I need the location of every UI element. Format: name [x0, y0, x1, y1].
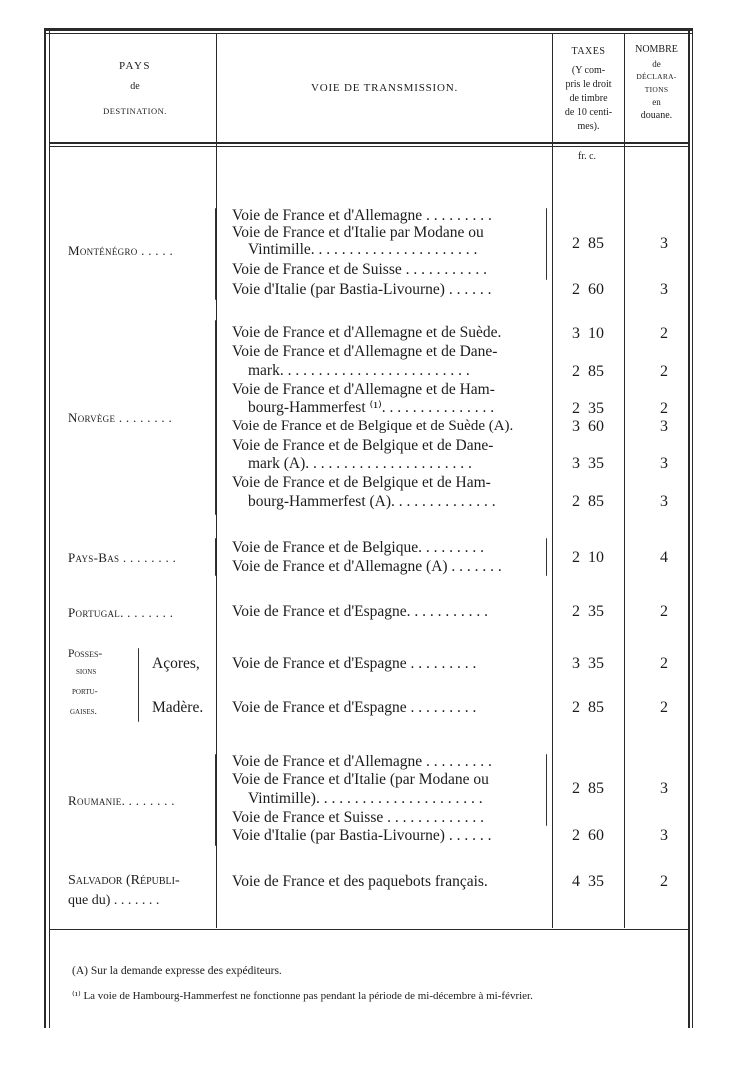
- country-norvege: Norvège . . . . . . . .: [68, 410, 173, 425]
- country-possessions-1: Posses-: [68, 648, 103, 660]
- voie-possessions-2: Voie de France et d'Espagne . . . . . . . . .: [232, 699, 477, 716]
- voie-montenegro-5: Voie d'Italie (par Bastia-Livourne) . . . . . .: [232, 281, 492, 298]
- table-bottom-rule: [50, 929, 688, 930]
- country-salvador-1: Salvador (Républi-: [68, 873, 180, 888]
- voie-portugal-1: Voie de France et d'Espagne. . . . . . . . . . .: [232, 603, 489, 620]
- col-divider-1: [216, 34, 217, 928]
- col-divider-3: [624, 34, 625, 928]
- top-double-rule: [44, 28, 692, 31]
- nombre-norvege-1: 2: [660, 325, 668, 342]
- brace-right-pays-bas: [546, 538, 547, 576]
- col-divider-2: [552, 34, 553, 928]
- voie-norvege-1: Voie de France et d'Allemagne et de Suède.: [232, 324, 502, 341]
- nombre-norvege-2: 2: [660, 363, 668, 380]
- taxe-norvege-5: 3 35: [572, 455, 604, 472]
- voie-norvege-5: bourg-Hammerfest ⁽¹⁾. . . . . . . . . . . . . . .: [248, 399, 495, 416]
- taxe-norvege-6: 2 85: [572, 493, 604, 510]
- footnote-a: (A) Sur la demande expresse des expéditeurs.: [72, 965, 282, 977]
- taxe-portugal-1: 2 35: [572, 603, 604, 620]
- brace-left-montenegro: [215, 208, 216, 300]
- nombre-norvege-3: 2: [660, 400, 668, 417]
- header-taxes-title: TAXES: [571, 46, 606, 57]
- units-label: fr. c.: [578, 151, 597, 162]
- taxe-norvege-4: 3 60: [572, 418, 604, 435]
- header-taxes-line2: (Y com-: [571, 65, 606, 76]
- taxe-possessions-1: 3 35: [572, 655, 604, 672]
- top-rule-thin: [44, 33, 692, 34]
- voie-roumanie-2: Voie de France et d'Italie (par Modane ou: [232, 771, 489, 788]
- header-nombre-en: en: [652, 97, 661, 107]
- header-taxes-line6: mes).: [577, 121, 600, 132]
- nombre-norvege-6: 3: [660, 493, 668, 510]
- voie-roumanie-4: Voie de France et Suisse . . . . . . . . . . . . .: [232, 809, 484, 826]
- taxe-roumanie-1: 2 85: [572, 780, 604, 797]
- voie-norvege-9: Voie de France et de Belgique et de Ham-: [232, 474, 491, 491]
- voie-salvador-1: Voie de France et des paquebots français.: [232, 873, 488, 890]
- header-pays-destination: DESTINATION.: [103, 106, 167, 116]
- footnote-1: ⁽¹⁾ La voie de Hambourg-Hammerfest ne fonctionne pas pendant la période de mi-décembre à mi-février.: [72, 990, 533, 1002]
- header-taxes-line4: de timbre: [569, 93, 608, 104]
- brace-right-montenegro-1: [546, 208, 547, 280]
- nombre-roumanie-2: 3: [660, 827, 668, 844]
- voie-roumanie-5: Voie d'Italie (par Bastia-Livourne) . . . . . .: [232, 827, 492, 844]
- country-possessions-2: sions: [76, 667, 97, 677]
- left-border: [44, 28, 46, 1028]
- header-pays-de: de: [130, 81, 140, 92]
- country-salvador-2: que du) . . . . . . .: [68, 893, 160, 908]
- header-nombre-declarations: DÉCLARA-: [636, 72, 677, 81]
- brace-left-roumanie: [215, 754, 216, 846]
- header-nombre-title: NOMBRE: [635, 44, 678, 55]
- nombre-montenegro-2: 3: [660, 281, 668, 298]
- taxe-norvege-2: 2 85: [572, 363, 604, 380]
- voie-norvege-10: bourg-Hammerfest (A). . . . . . . . . . . . . .: [248, 493, 496, 510]
- nombre-montenegro-1: 3: [660, 235, 668, 252]
- brace-possessions: [138, 648, 139, 722]
- header-taxes-line3: pris le droit: [565, 79, 612, 90]
- header-rule: [50, 142, 688, 144]
- voie-montenegro-4: Voie de France et de Suisse . . . . . . . . . . .: [232, 261, 487, 278]
- taxe-salvador-1: 4 35: [572, 873, 604, 890]
- taxe-montenegro-1: 2 85: [572, 235, 604, 252]
- country-pays-bas: Pays-Bas . . . . . . . .: [68, 550, 177, 565]
- taxe-montenegro-2: 2 60: [572, 281, 604, 298]
- left-border-inner: [49, 28, 50, 1028]
- header-pays: PAYS: [118, 60, 152, 72]
- nombre-portugal-1: 2: [660, 603, 668, 620]
- voie-norvege-3: mark. . . . . . . . . . . . . . . . . . . . . . . . .: [248, 362, 470, 379]
- right-border-outer: [692, 28, 693, 1028]
- header-nombre-douane: douane.: [640, 110, 673, 121]
- voie-montenegro-2: Voie de France et d'Italie par Modane ou: [232, 224, 484, 241]
- voie-norvege-4: Voie de France et d'Allemagne et de Ham-: [232, 381, 495, 398]
- voie-roumanie-1: Voie de France et d'Allemagne . . . . . . . . .: [232, 753, 492, 770]
- header-nombre-tions: TIONS: [644, 85, 669, 94]
- header-nombre-de: de: [652, 59, 661, 69]
- country-possessions-4: gaises.: [70, 707, 97, 717]
- nombre-salvador-1: 2: [660, 873, 668, 890]
- voie-pays-bas-1: Voie de France et de Belgique. . . . . . . . .: [232, 539, 484, 556]
- voie-montenegro-1: Voie de France et d'Allemagne . . . . . . . . .: [232, 207, 492, 224]
- voie-norvege-6: Voie de France et de Belgique et de Suède (A).: [232, 418, 514, 434]
- taxe-roumanie-2: 2 60: [572, 827, 604, 844]
- country-portugal: Portugal. . . . . . . .: [68, 605, 174, 620]
- nombre-pays-bas-1: 4: [660, 549, 668, 566]
- brace-left-pays-bas: [215, 538, 216, 576]
- taxe-norvege-3: 2 35: [572, 400, 604, 417]
- nombre-possessions-2: 2: [660, 699, 668, 716]
- sub-acores: Açores,: [152, 655, 200, 672]
- taxe-norvege-1: 3 10: [572, 325, 604, 342]
- voie-norvege-2: Voie de France et d'Allemagne et de Dane-: [232, 343, 498, 360]
- sub-madere: Madère.: [152, 699, 204, 716]
- header-taxes-line5: de 10 centi-: [564, 107, 613, 118]
- voie-norvege-7: Voie de France et de Belgique et de Dane-: [232, 437, 494, 454]
- nombre-possessions-1: 2: [660, 655, 668, 672]
- voie-roumanie-3: Vintimille). . . . . . . . . . . . . . . . . . . . . .: [248, 790, 483, 807]
- header-rule-thin: [50, 146, 688, 147]
- nombre-norvege-5: 3: [660, 455, 668, 472]
- voie-norvege-8: mark (A). . . . . . . . . . . . . . . . . . . . . .: [248, 455, 472, 472]
- voie-possessions-1: Voie de France et d'Espagne . . . . . . . . .: [232, 655, 477, 672]
- voie-pays-bas-2: Voie de France et d'Allemagne (A) . . . . . . .: [232, 558, 502, 575]
- country-roumanie: Roumanie. . . . . . . .: [68, 793, 175, 808]
- voie-montenegro-3: Vintimille. . . . . . . . . . . . . . . . . . . . . .: [248, 241, 478, 258]
- country-montenegro: Monténégro . . . . .: [68, 243, 174, 258]
- taxe-pays-bas-1: 2 10: [572, 549, 604, 566]
- taxe-possessions-2: 2 85: [572, 699, 604, 716]
- nombre-roumanie-1: 3: [660, 780, 668, 797]
- header-voie: VOIE DE TRANSMISSION.: [310, 82, 459, 94]
- brace-right-roumanie: [546, 754, 547, 826]
- country-possessions-3: portu-: [72, 687, 98, 697]
- nombre-norvege-4: 3: [660, 418, 668, 435]
- right-border: [688, 28, 690, 1028]
- brace-left-norvege: [215, 320, 216, 515]
